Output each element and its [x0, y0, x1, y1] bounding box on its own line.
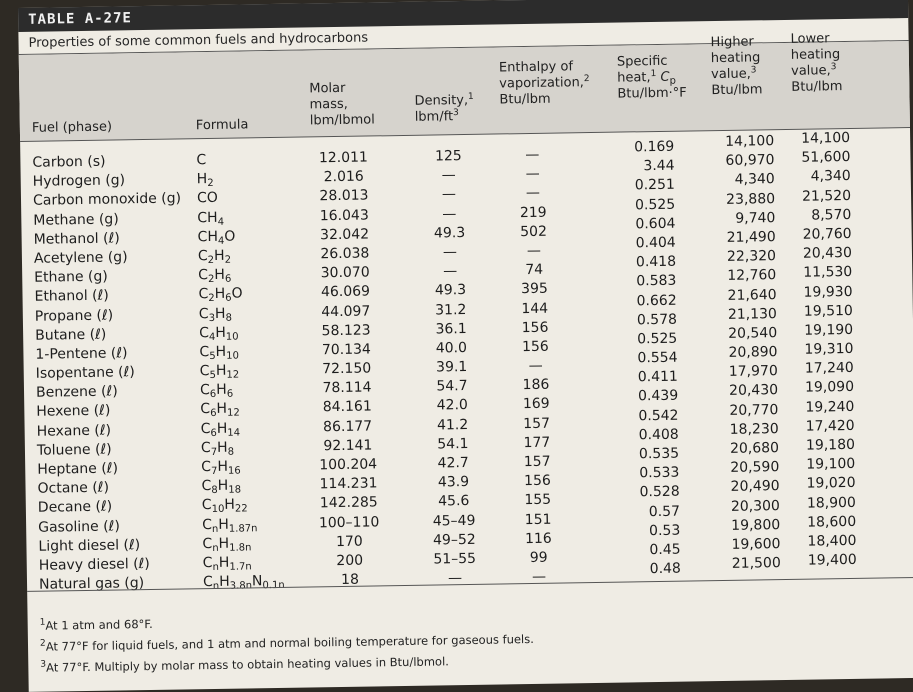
- density-cell: 54.7: [436, 378, 468, 395]
- formula-cell: $C_8H_{18}$: [201, 477, 242, 497]
- molar-mass-cell: 26.038: [320, 245, 370, 263]
- specific-heat-cell: 0.251: [634, 177, 675, 194]
- fuel-cell: Methanol (ℓ): [33, 230, 120, 248]
- specific-heat-cell: 0.542: [638, 407, 679, 424]
- footnote: $^1$At 1 atm and 68°F.: [39, 616, 153, 633]
- column-lower-heating-value: [790, 129, 857, 571]
- column-molar-mass: [308, 148, 385, 590]
- molar-mass-cell: 86.177: [322, 418, 373, 435]
- density-cell: 49.3: [433, 224, 466, 242]
- molar-mass-cell: 58.123: [321, 322, 371, 339]
- column-fuel: [32, 151, 187, 595]
- density-cell: —: [441, 186, 457, 203]
- molar-mass-cell: 100.204: [319, 456, 378, 474]
- enthalpy-cell: —: [526, 242, 542, 259]
- footnote: $^2$At 77°F for liquid fuels, and 1 atm and normal boiling temperature for gaseous fuels.: [39, 631, 534, 654]
- lower-heating-value-cell: 19,240: [805, 398, 855, 416]
- specific-heat-cell: 0.528: [639, 484, 680, 501]
- formula-cell: $C_2H_2$: [197, 247, 232, 266]
- density-cell: 39.1: [435, 359, 468, 376]
- molar-mass-cell: 114.231: [319, 475, 378, 493]
- lower-heating-value-cell: 51,600: [801, 149, 851, 166]
- lower-heating-value-cell: 4,340: [810, 168, 851, 185]
- formula-cell: $C_5H_{10}$: [199, 343, 240, 362]
- footnote: $^3$At 77°F. Multiply by molar mass to obtain heating values in Btu/lbmol.: [40, 654, 449, 675]
- lower-heating-value-cell: 20,430: [802, 245, 853, 262]
- formula-cell: $CH_4O$: [197, 228, 236, 247]
- header-fuel: Fuel (phase): [31, 119, 113, 136]
- lower-heating-value-cell: 8,570: [811, 206, 852, 224]
- specific-heat-cell: 0.583: [636, 273, 677, 290]
- table-title: TABLE A-27E: [18, 0, 908, 32]
- column-higher-heating-value: [714, 132, 781, 574]
- specific-heat-cell: 0.554: [637, 349, 678, 367]
- fuel-cell: Carbon (s): [32, 153, 106, 171]
- lower-heating-value-cell: 18,900: [806, 494, 856, 512]
- specific-heat-cell: 0.53: [648, 522, 681, 539]
- lower-heating-value-cell: 19,180: [805, 436, 856, 454]
- formula-cell: $CH_4$: [197, 209, 225, 228]
- molar-mass-cell: 2.016: [323, 168, 364, 186]
- formula-cell: $C_4H_{10}$: [198, 324, 239, 343]
- formula-cell: $C_5H_{12}$: [199, 362, 240, 382]
- lower-heating-value-cell: 19,190: [804, 321, 854, 339]
- lower-heating-value-cell: 17,420: [805, 417, 855, 435]
- fuel-cell: Heptane (ℓ): [37, 460, 119, 478]
- molar-mass-cell: 100–110: [318, 513, 380, 531]
- formula-cell: $H_2$: [196, 171, 214, 190]
- density-cell: 125: [434, 148, 462, 165]
- fuel-cell: Acetylene (g): [33, 249, 128, 267]
- density-cell: 36.1: [435, 320, 467, 338]
- enthalpy-cell: 502: [520, 223, 548, 240]
- formula-cell: C: [196, 152, 207, 169]
- higher-heating-value-cell: 9,740: [735, 209, 776, 227]
- lower-heating-value-cell: 18,600: [807, 513, 857, 531]
- header-higher-heating-value: Higher heating value,$^3$ Btu/lbm: [710, 34, 763, 99]
- fuel-cell: Carbon monoxide (g): [32, 190, 182, 210]
- enthalpy-cell: —: [525, 185, 541, 202]
- header-lower-heating-value: Lower heating value,$^3$ Btu/lbm: [790, 31, 843, 95]
- formula-cell: $C_3H_8$: [198, 305, 233, 324]
- formula-cell: $C_nH_{1.87n}$: [202, 516, 258, 535]
- specific-heat-cell: 0.169: [634, 138, 675, 156]
- higher-heating-value-cell: 20,540: [728, 324, 778, 342]
- enthalpy-cell: 186: [522, 376, 550, 394]
- fuel-cell: Hexane (ℓ): [36, 422, 112, 440]
- higher-heating-value-cell: 20,590: [730, 459, 780, 477]
- formula-cell: $C_2H_6$: [198, 266, 232, 286]
- higher-heating-value-cell: 22,320: [726, 248, 777, 266]
- enthalpy-cell: —: [525, 166, 540, 183]
- density-cell: —: [441, 167, 456, 184]
- specific-heat-cell: 0.662: [636, 292, 677, 309]
- column-formula: [196, 150, 285, 593]
- formula-cell: $C_6H_{12}$: [200, 401, 240, 420]
- density-cell: —: [442, 244, 458, 261]
- specific-heat-cell: 0.418: [635, 253, 677, 271]
- formula-cell: $C_nH_{1.7n}$: [202, 554, 252, 573]
- molar-mass-cell: 16.043: [319, 207, 369, 224]
- fuel-cell: Heavy diesel (ℓ): [38, 555, 150, 574]
- molar-mass-cell: 28.013: [319, 187, 369, 205]
- density-cell: 51–55: [433, 550, 477, 568]
- density-cell: 45.6: [438, 493, 470, 510]
- enthalpy-cell: 116: [524, 530, 552, 547]
- fuel-cell: Hydrogen (g): [32, 172, 126, 190]
- density-cell: 49.3: [434, 282, 467, 299]
- fuel-cell: 1-Pentene (ℓ): [35, 345, 128, 363]
- lower-heating-value-cell: 19,400: [807, 552, 857, 569]
- molar-mass-cell: 72.150: [322, 360, 372, 378]
- specific-heat-cell: 0.404: [635, 234, 676, 252]
- fuel-cell: Ethanol (ℓ): [34, 287, 109, 306]
- higher-heating-value-cell: 20,680: [729, 440, 780, 457]
- fuel-cell: Methane (g): [33, 211, 119, 229]
- lower-heating-value-cell: 14,100: [801, 129, 851, 147]
- higher-heating-value-cell: 60,970: [725, 152, 775, 170]
- higher-heating-value-cell: 21,490: [726, 229, 776, 246]
- lower-heating-value-cell: 19,930: [803, 283, 853, 301]
- higher-heating-value-cell: 17,970: [728, 363, 778, 381]
- molar-mass-cell: 170: [335, 533, 363, 550]
- molar-mass-cell: 92.141: [323, 437, 373, 455]
- enthalpy-cell: 219: [519, 204, 547, 221]
- fuel-cell: Toluene (ℓ): [36, 441, 112, 459]
- fuel-cell: Octane (ℓ): [37, 479, 110, 497]
- formula-cell: $C_nH_{3.8n}N_{0.1n}$: [202, 573, 285, 593]
- molar-mass-cell: 32.042: [319, 226, 370, 244]
- specific-heat-cell: 0.439: [637, 388, 679, 405]
- header-molar-mass: Molar mass, lbm/lbmol: [309, 80, 375, 129]
- specific-heat-cell: 0.533: [639, 464, 680, 482]
- enthalpy-cell: 74: [525, 261, 544, 279]
- table-subtitle: Properties of some common fuels and hydrocarbons: [28, 30, 369, 51]
- specific-heat-cell: 0.48: [649, 560, 682, 578]
- higher-heating-value-cell: 12,760: [727, 267, 777, 285]
- density-cell: —: [447, 570, 463, 587]
- header-density: Density,$^1$ lbm/$ft^3$: [414, 91, 474, 125]
- enthalpy-cell: 144: [521, 300, 549, 317]
- higher-heating-value-cell: 20,890: [728, 344, 778, 361]
- fuel-cell: Ethane (g): [34, 268, 108, 286]
- formula-cell: $C_6H_6$: [199, 382, 234, 401]
- enthalpy-cell: 155: [524, 492, 552, 509]
- molar-mass-cell: 18: [340, 571, 360, 589]
- higher-heating-value-cell: 20,300: [730, 497, 781, 515]
- fuel-cell: Hexene (ℓ): [36, 403, 111, 421]
- footnotes: [40, 608, 535, 679]
- header-band: [19, 41, 910, 141]
- higher-heating-value-cell: 21,640: [727, 286, 777, 304]
- enthalpy-cell: 157: [523, 453, 551, 471]
- lower-heating-value-cell: 17,240: [804, 360, 854, 377]
- density-cell: 41.2: [436, 416, 469, 434]
- specific-heat-cell: 0.408: [638, 426, 679, 444]
- specific-heat-cell: 0.525: [634, 196, 676, 213]
- specific-heat-cell: 0.57: [648, 503, 681, 520]
- enthalpy-cell: 177: [523, 434, 551, 451]
- molar-mass-cell: 200: [336, 552, 364, 570]
- formula-cell: CO: [196, 190, 218, 207]
- molar-mass-cell: 70.134: [321, 341, 372, 359]
- molar-mass-cell: 12.011: [318, 149, 369, 167]
- molar-mass-cell: 142.285: [319, 494, 378, 512]
- formula-cell: $C_nH_{1.8n}$: [202, 535, 252, 554]
- molar-mass-cell: 84.161: [322, 398, 372, 416]
- column-specific-heat: [618, 138, 681, 580]
- fuel-cell: Benzene (ℓ): [35, 383, 118, 402]
- molar-mass-cell: 44.097: [321, 303, 371, 320]
- specific-heat-cell: 0.411: [637, 368, 679, 386]
- formula-cell: $C_{10}H_{22}$: [201, 497, 248, 516]
- higher-heating-value-cell: 23,880: [725, 190, 776, 208]
- density-cell: 45–49: [432, 512, 476, 530]
- density-cell: 43.9: [437, 474, 470, 491]
- fuel-cell: Butane (ℓ): [35, 326, 107, 344]
- density-cell: —: [442, 205, 457, 222]
- specific-heat-cell: 0.45: [649, 541, 681, 559]
- enthalpy-cell: 169: [522, 396, 550, 413]
- lower-heating-value-cell: 20,760: [802, 225, 852, 243]
- lower-heating-value-cell: 19,510: [803, 302, 853, 320]
- enthalpy-cell: —: [525, 146, 540, 164]
- higher-heating-value-cell: 19,800: [731, 516, 781, 534]
- higher-heating-value-cell: 18,230: [729, 420, 779, 438]
- lower-heating-value-cell: 19,090: [804, 379, 855, 397]
- higher-heating-value-cell: 20,770: [729, 401, 779, 419]
- specific-heat-cell: 0.535: [638, 445, 680, 463]
- enthalpy-cell: 99: [529, 549, 548, 566]
- density-cell: 42.0: [436, 397, 469, 414]
- molar-mass-cell: 78.114: [322, 379, 372, 397]
- column-density: [418, 147, 485, 589]
- fuel-cell: Isopentane (ℓ): [35, 364, 135, 382]
- enthalpy-cell: 156: [523, 472, 551, 490]
- header-formula: Formula: [195, 117, 249, 134]
- density-cell: —: [443, 263, 458, 280]
- higher-heating-value-cell: 4,340: [734, 171, 775, 189]
- header-enthalpy: Enthalpy of vaporization,$^2$ Btu/lbm: [498, 59, 590, 108]
- enthalpy-cell: 157: [523, 415, 551, 432]
- specific-heat-cell: 0.525: [637, 330, 678, 348]
- lower-heating-value-cell: 11,530: [803, 264, 853, 282]
- higher-heating-value-cell: 20,490: [730, 478, 780, 496]
- density-cell: 49–52: [432, 531, 476, 549]
- column-enthalpy: [504, 146, 567, 588]
- enthalpy-cell: —: [531, 568, 547, 586]
- fuel-cell: Decane (ℓ): [37, 498, 113, 517]
- header-specific-heat: Specific heat,$^1$ $C_p$ Btu/lbm·°F: [616, 53, 687, 102]
- formula-cell: $C_7H_{16}$: [201, 458, 241, 478]
- density-cell: 31.2: [435, 301, 467, 318]
- molar-mass-cell: 30.070: [320, 264, 370, 282]
- fuel-cell: Light diesel (ℓ): [38, 536, 141, 555]
- fuel-cell: Propane (ℓ): [34, 307, 114, 325]
- specific-heat-cell: 0.578: [636, 311, 678, 329]
- density-cell: 42.7: [437, 454, 469, 472]
- table-page: [18, 0, 913, 692]
- density-cell: 54.1: [437, 435, 469, 453]
- enthalpy-cell: 151: [524, 511, 552, 528]
- enthalpy-cell: 395: [520, 281, 548, 298]
- formula-cell: $C_7H_8$: [200, 439, 235, 458]
- formula-cell: $C_6H_{14}$: [200, 420, 241, 439]
- enthalpy-cell: 156: [521, 319, 549, 336]
- molar-mass-cell: 46.069: [320, 283, 371, 301]
- specific-heat-cell: 0.604: [635, 215, 676, 233]
- lower-heating-value-cell: 19,310: [804, 340, 854, 358]
- lower-heating-value-cell: 21,520: [801, 187, 852, 205]
- lower-heating-value-cell: 18,400: [807, 532, 857, 550]
- fuel-cell: Natural gas (g): [38, 575, 145, 593]
- density-cell: 40.0: [435, 339, 468, 357]
- enthalpy-cell: —: [528, 357, 543, 375]
- higher-heating-value-cell: 21,500: [731, 555, 781, 572]
- higher-heating-value-cell: 20,430: [728, 382, 779, 400]
- lower-heating-value-cell: 19,100: [806, 456, 856, 473]
- enthalpy-cell: 156: [521, 338, 549, 355]
- formula-cell: $C_2H_6O$: [198, 285, 243, 305]
- specific-heat-cell: 3.44: [643, 157, 675, 175]
- higher-heating-value-cell: 19,600: [731, 536, 781, 553]
- fuel-cell: Gasoline (ℓ): [38, 518, 120, 536]
- lower-heating-value-cell: 19,020: [806, 475, 856, 493]
- higher-heating-value-cell: 14,100: [725, 133, 775, 150]
- higher-heating-value-cell: 21,130: [727, 305, 778, 323]
